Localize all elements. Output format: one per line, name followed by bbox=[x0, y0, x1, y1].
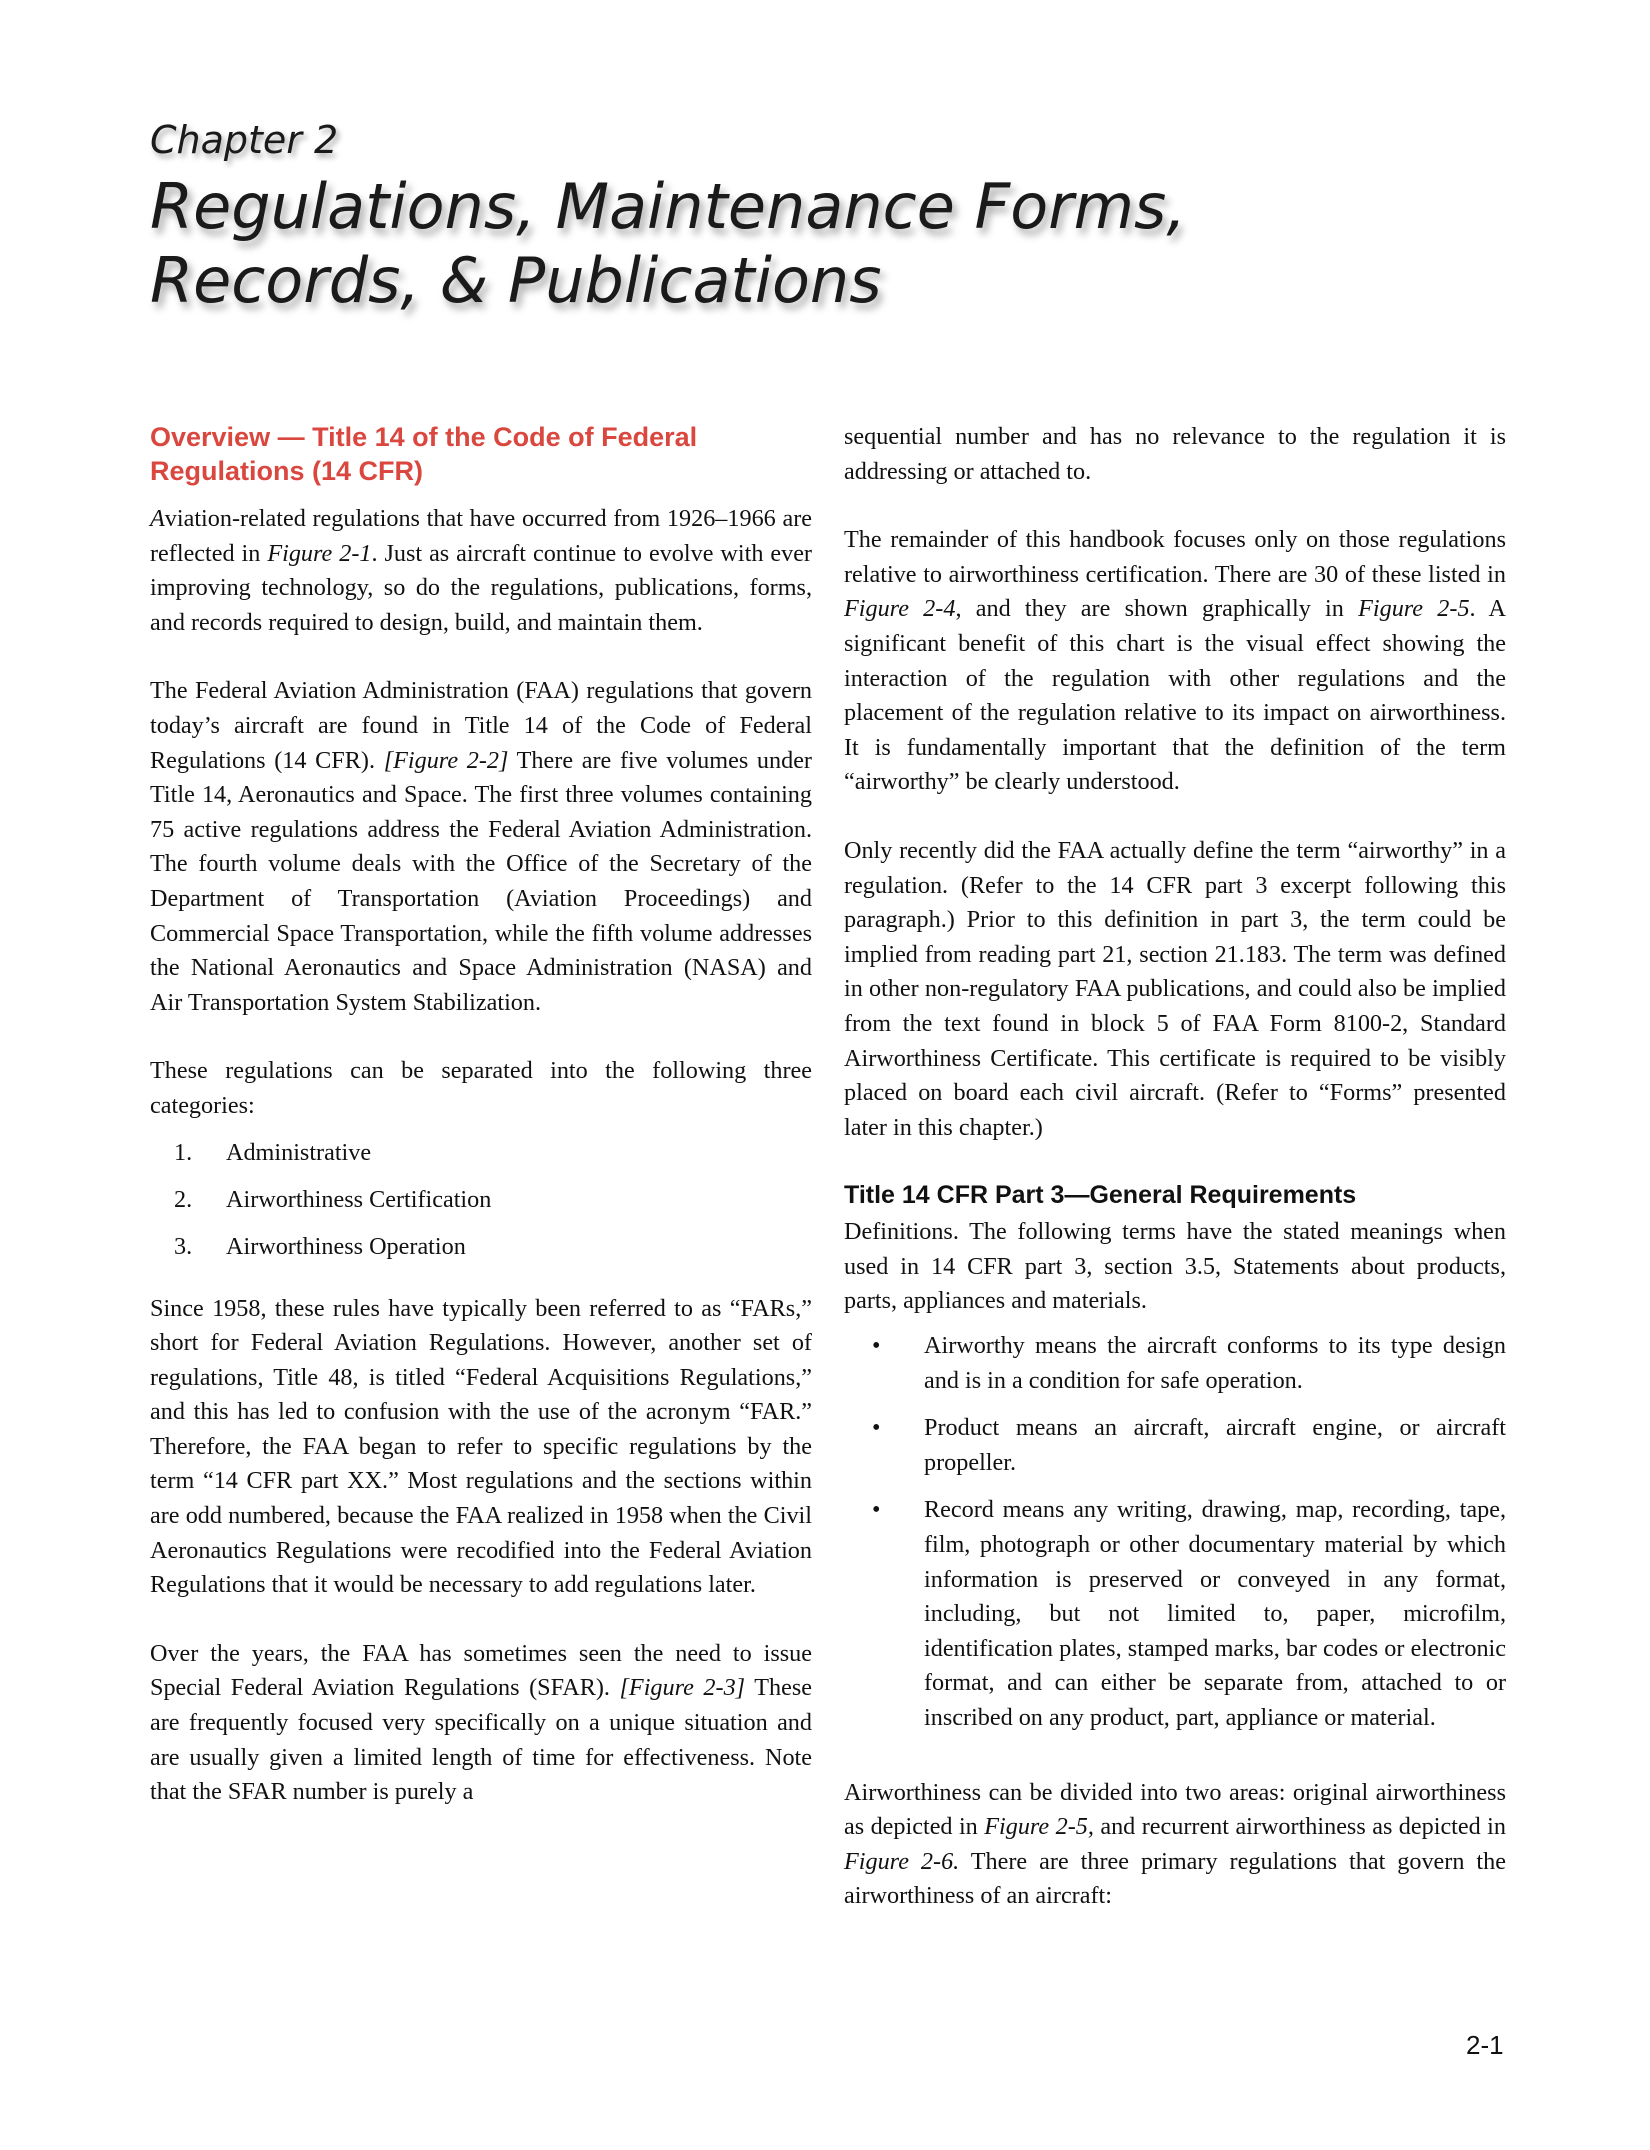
figure-reference: Figure 2-4 bbox=[844, 595, 956, 623]
figure-reference: Figure 2-6. bbox=[844, 1847, 960, 1875]
paragraph-sfar-continued: sequential number and has no relevance to the regulation it is addressing or attached to. bbox=[844, 423, 1506, 485]
section-heading-overview: Overview — Title 14 of the Code of Federal Regulations (14 CFR) bbox=[150, 422, 698, 486]
chapter-label: Chapter 2 bbox=[150, 118, 339, 162]
list-item: 3. Airworthiness Operation bbox=[174, 1232, 466, 1260]
page-number: 2-1 bbox=[1466, 2030, 1504, 2060]
list-item: • Product means an aircraft, aircraft engine, or aircraft propeller. bbox=[868, 1411, 1506, 1480]
paragraph-sfar: Over the years, the FAA has sometimes seen the need to issue Special Federal Aviation Regulations (SFAR). [Figure 2-3] These are frequently focused very specifically on a unique situation and are usually given a limited length of time for effectiveness. Note that the SFAR number is purely a bbox=[150, 1639, 812, 1806]
figure-reference: Figure 2-5 bbox=[1358, 595, 1470, 623]
paragraph-definitions-intro: Definitions. The following terms have the stated meanings when used in 14 CFR part 3, section 3.5, Statements about products, parts, appliances and materials. bbox=[844, 1218, 1506, 1315]
definitions-list bbox=[844, 1329, 1506, 1736]
subheading-part-3: Title 14 CFR Part 3—General Requirements bbox=[844, 1181, 1357, 1210]
chapter-title bbox=[150, 170, 1500, 318]
list-item: 2. Airworthiness Certification bbox=[174, 1185, 492, 1213]
dropcap: A bbox=[150, 505, 165, 532]
figure-reference: Figure 2-5, bbox=[984, 1813, 1094, 1841]
bullet-icon: • bbox=[872, 1496, 881, 1524]
categories-list bbox=[150, 1136, 812, 1264]
paragraph-airworthiness-areas: Airworthiness can be divided into two areas: original airworthiness as depicted in Figure 2-5, and recurrent airworthiness as depicted in Figure 2-6. There are three primary regulations that govern the airworthiness of an aircraft: bbox=[844, 1778, 1506, 1910]
bullet-icon: • bbox=[872, 1332, 881, 1360]
chapter-title-line-1: Regulations, Maintenance Forms, bbox=[150, 170, 1187, 243]
paragraph-handbook-focus: The remainder of this handbook focuses only on those regulations relative to airworthiness certification. There are 30 of these listed in Figure 2-4, and they are shown graphically in Figure 2-5. A significant benefit of this chart is the visual effect showing the interaction of the regulation with other regulations and the placement of the regulation relative to its impact on airworthiness. It is fundamentally important that the definition of the term “airworthy” be clearly understood. bbox=[844, 526, 1506, 796]
list-item: • Airworthy means the aircraft conforms to its type design and is in a condition for safe operation. bbox=[868, 1329, 1506, 1398]
paragraph-airworthy-definition: Only recently did the FAA actually define the term “airworthy” in a regulation. (Refer to the 14 CFR part 3 excerpt following this paragraph.) Prior to this definition in part 3, the term could be implied from reading part 21, section 21.183. The term was defined in other non-regulatory FAA publications, and could also be implied from the text found in block 5 of FAA Form 8100-2, Standard Airworthiness Certificate. This certificate is required to be visibly placed on board each civil aircraft. (Refer to “Forms” presented later in this chapter.) bbox=[844, 836, 1506, 1141]
list-item: 1. Administrative bbox=[174, 1138, 372, 1166]
chapter-title-line-2: Records, & Publications bbox=[150, 244, 882, 317]
paragraph-categories-intro: These regulations can be separated into the following three categories: bbox=[150, 1057, 812, 1119]
bullet-icon: • bbox=[872, 1414, 881, 1442]
figure-reference: Figure 2-1 bbox=[267, 539, 372, 567]
figure-reference: [Figure 2-2] bbox=[383, 746, 509, 774]
paragraph-fars-history: Since 1958, these rules have typically been referred to as “FARs,” short for Federal Aviation Regulations. However, another set of regulations, Title 48, is titled “Federal Acquisitions Regulations,” and this has led to confusion with the use of the acronym “FAR.” Therefore, the FAA began to refer to specific regulations by the term “14 CFR part XX.” Most regulations and the sections within are odd numbered, because the FAA realized in 1958 when the Civil Aeronautics Regulations were recodified into the Federal Aviation Regulations that it would be necessary to add regulations later. bbox=[150, 1294, 812, 1599]
right-column bbox=[844, 420, 1506, 1948]
figure-reference: [Figure 2-3] bbox=[619, 1674, 746, 1702]
paragraph-aviation-regulations: Aviation-related regulations that have occurred from 1926–1966 are reflected in Figure 2-1. Just as aircraft continue to evolve with ever improving technology, so do the regulations, publications, forms, and records required to design, build, and maintain them. bbox=[150, 505, 812, 636]
left-column bbox=[150, 420, 812, 1844]
paragraph-faa-regulations: The Federal Aviation Administration (FAA) regulations that govern today’s aircraft are found in Title 14 of the Code of Federal Regulations (14 CFR). [Figure 2-2] There are five volumes under Title 14, Aeronautics and Space. The first three volumes containing 75 active regulations address the Federal Aviation Administration. The fourth volume deals with the Office of the Secretary of the Department of Transportation (Aviation Proceedings) and Commercial Space Transportation, while the fifth volume addresses the National Aeronautics and Space Administration (NASA) and Air Transportation System Stabilization. bbox=[150, 677, 812, 1016]
list-item: • Record means any writing, drawing, map, recording, tape, film, photograph or other documentary material by which information is preserved or conveyed in any format, including, but not limited to, paper, microfilm, identification plates, stamped marks, bar codes or electronic format, and can either be separate from, attached to or inscribed on any product, part, appliance or material. bbox=[868, 1493, 1506, 1735]
